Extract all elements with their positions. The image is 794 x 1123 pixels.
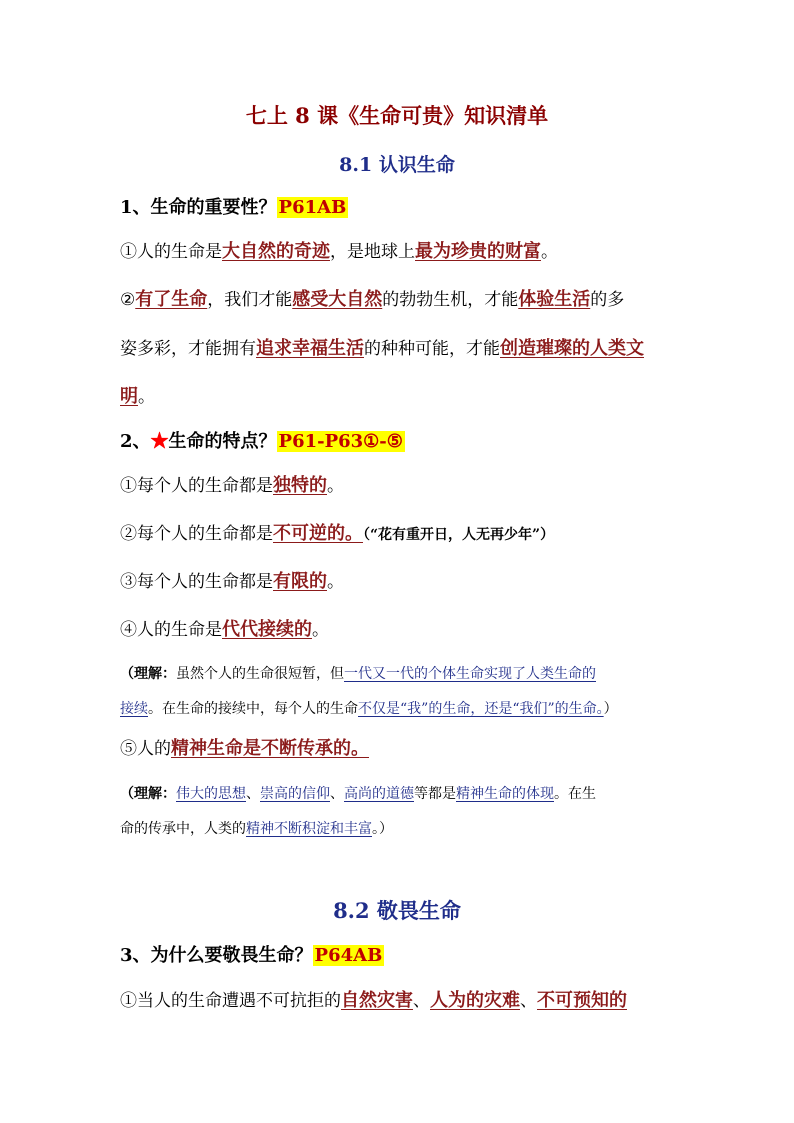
answer-2-line-3 [120, 385, 684, 409]
note-term: 崇高的信仰 [260, 786, 330, 802]
text-run: 的种种可能，才能 [364, 339, 500, 359]
note-term: 高尚的道德 [344, 786, 414, 802]
text-run: 、 [413, 991, 430, 1011]
feature-3 [120, 570, 684, 594]
star-icon: ★ [150, 431, 169, 452]
key-term: 大自然的奇迹 [222, 241, 330, 262]
text-run: 。 [138, 387, 155, 407]
text-run: ，是地球上 [330, 242, 415, 262]
note-label: （理解： [120, 666, 176, 682]
text-run: 。 [327, 572, 344, 592]
section-heading-8-1: 8.1 认识生命 [339, 154, 455, 176]
note-term: 伟大的思想 [176, 786, 246, 802]
text-run: 、 [246, 786, 260, 802]
text-run: ①每个人的生命都是 [120, 476, 273, 496]
key-term: 不可逆的。 [273, 523, 363, 544]
section-heading-8-2: 8.2 敬畏生命 [333, 898, 461, 923]
key-term: 不可预知的 [537, 990, 627, 1011]
answer-2-line-2 [120, 337, 684, 361]
text-run: 虽然个人的生命很短暂，但 [176, 666, 344, 682]
text-run: 的勃勃生机，才能 [382, 290, 519, 310]
answer-1-line [120, 240, 684, 264]
text-run: ①人的生命是 [120, 242, 222, 262]
key-term: 创造璀璨的人类文 [500, 338, 644, 359]
question-3 [120, 944, 684, 968]
text-run: 姿多彩，才能拥有 [120, 339, 256, 359]
question-2-label: 生命的特点？ [168, 431, 277, 452]
feature-5 [120, 737, 684, 761]
text-run: ②每个人的生命都是 [120, 524, 273, 544]
text-run: 。 [312, 620, 329, 640]
note-label: （理解： [120, 786, 176, 802]
text-run: ，我们才能 [207, 290, 293, 310]
reason-1 [120, 989, 684, 1013]
page-ref-badge: P64AB [314, 945, 383, 966]
note-2-line-2 [120, 819, 684, 839]
quote-note: （“花有重开日，人无再少年”） [363, 527, 555, 543]
text-run: ） [603, 701, 618, 717]
key-term: 代代接续的 [222, 619, 312, 640]
text-run: ③每个人的生命都是 [120, 572, 273, 592]
page-ref-badge: P61-P63①-⑤ [278, 431, 403, 452]
text-run: 。在生命的接续中，每个人的生命 [148, 701, 358, 717]
text-run: 命的传承中，人类的 [120, 821, 246, 837]
text-run: 。 [541, 242, 558, 262]
key-term: 有了生命 [135, 289, 208, 310]
text-run: ④人的生命是 [120, 620, 222, 640]
note-term: 精神不断积淀和丰富 [246, 821, 372, 837]
text-run: 等都是 [414, 786, 456, 802]
key-term: 感受大自然 [292, 289, 383, 310]
question-2-number: 2、 [120, 431, 151, 452]
text-run: 、 [330, 786, 344, 802]
question-1 [120, 196, 684, 220]
text-run: 。） [372, 821, 393, 837]
key-term: 精神生命是不断传承的。 [171, 738, 369, 759]
note-term: 精神生命的体现 [456, 786, 554, 802]
key-term: 追求幸福生活 [256, 338, 364, 359]
feature-4 [120, 618, 684, 642]
text-run: ①当人的生命遭遇不可抗拒的 [120, 991, 341, 1011]
text-run: ⑤人的 [120, 739, 171, 759]
question-3-label: 3、为什么要敬畏生命？ [120, 945, 313, 966]
text-run: 。 [327, 476, 344, 496]
answer-2-line-1 [120, 288, 684, 312]
page-ref-badge: P61AB [278, 197, 347, 218]
note-term: 不仅是“我”的生命，还是“我们”的生命。 [358, 701, 604, 717]
note-1-line-1 [120, 664, 684, 684]
note-term: 接续 [120, 701, 148, 717]
text-run: 。在生 [554, 786, 596, 802]
document-title: 七上 8 课《生命可贵》知识清单 [245, 103, 549, 128]
feature-2 [120, 522, 684, 547]
text-run: 的多 [590, 290, 625, 310]
note-term: 一代又一代的个体生命实现了人类生命的 [344, 666, 596, 682]
question-2 [120, 430, 684, 454]
text-run: ② [120, 290, 136, 310]
key-term: 体验生活 [518, 289, 591, 310]
key-term: 最为珍贵的财富 [415, 241, 541, 262]
key-term: 人为的灾难 [430, 990, 520, 1011]
key-term: 独特的 [273, 475, 327, 496]
key-term: 有限的 [273, 571, 327, 592]
note-2-line-1 [120, 784, 684, 804]
question-1-label: 1、生命的重要性？ [120, 197, 277, 218]
key-term: 明 [120, 386, 138, 407]
feature-1 [120, 474, 684, 498]
text-run: 、 [520, 991, 537, 1011]
key-term: 自然灾害 [341, 990, 413, 1011]
note-1-line-2 [120, 699, 684, 719]
